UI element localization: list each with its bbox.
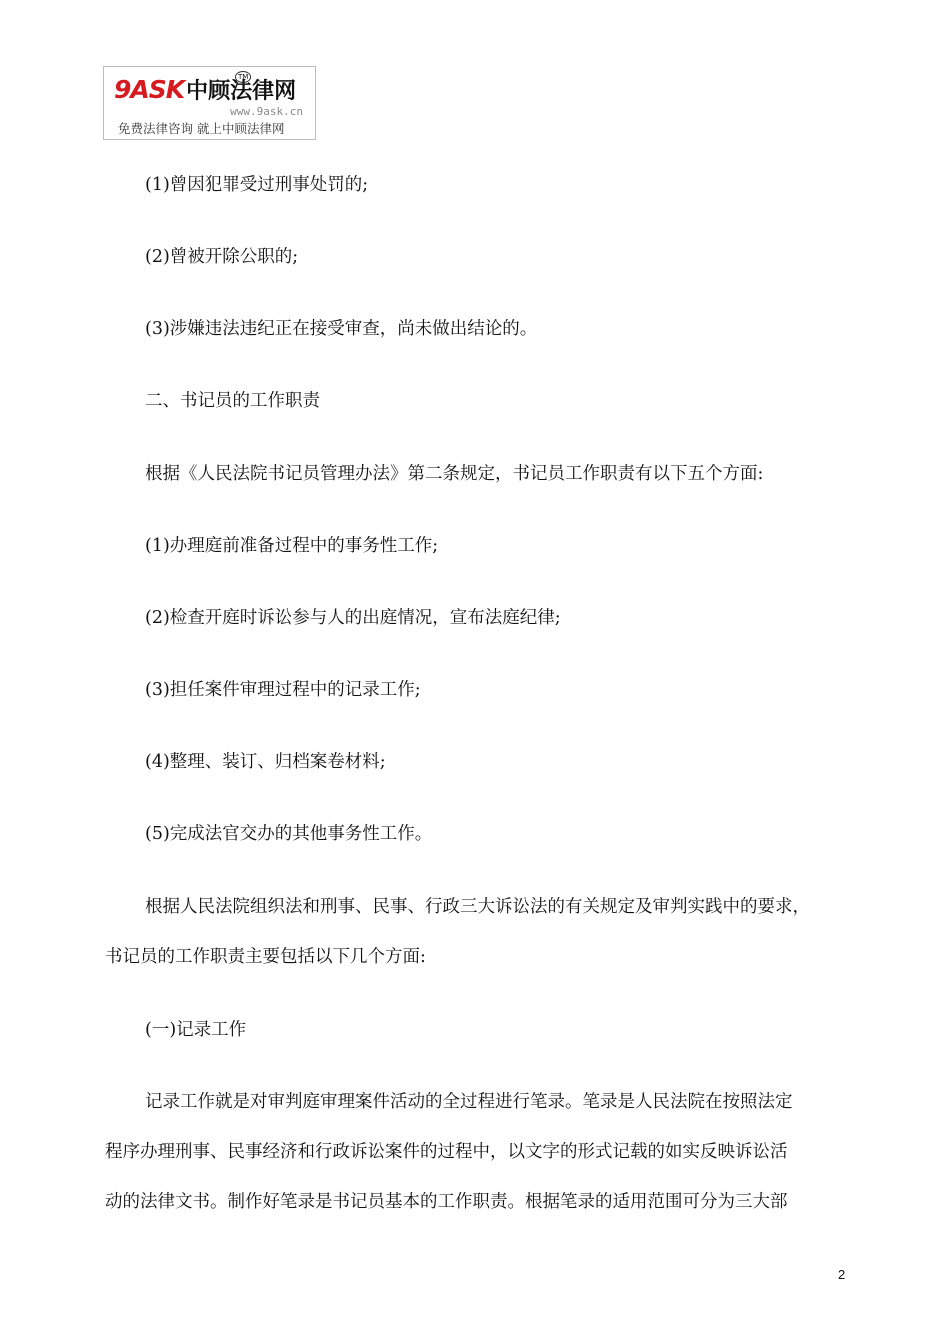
logo-slogan: 免费法律咨询 就上中顾法律网 <box>118 121 285 136</box>
list-item: (1)办理庭前准备过程中的事务性工作; <box>145 536 439 556</box>
paragraph-line: 程序办理刑事、民事经济和行政诉讼案件的过程中，以文字的形式记载的如实反映诉讼活 <box>105 1142 788 1162</box>
section-title: 二、书记员的工作职责 <box>145 391 320 411</box>
list-item: (3)担任案件审理过程中的记录工作; <box>145 680 421 700</box>
paragraph: 根据《人民法院书记员管理办法》第二条规定，书记员工作职责有以下五个方面: <box>145 464 764 484</box>
paragraph-line: 根据人民法院组织法和刑事、民事、行政三大诉讼法的有关规定及审判实践中的要求， <box>145 897 810 917</box>
paragraph-line: 书记员的工作职责主要包括以下几个方面: <box>105 947 426 967</box>
logo-url: www.9ask.cn <box>230 105 303 118</box>
list-item: (1)曾因犯罪受过刑事处罚的; <box>145 175 369 195</box>
logo-brand: 9ASK <box>114 75 185 104</box>
paragraph-line: 记录工作就是对审判庭审理案件活动的全过程进行笔录。笔录是人民法院在按照法定 <box>145 1092 793 1112</box>
paragraph-line: 动的法律文书。制作好笔录是书记员基本的工作职责。根据笔录的适用范围可分为三大部 <box>105 1192 788 1212</box>
list-item: (3)涉嫌违法违纪正在接受审查，尚未做出结论的。 <box>145 319 538 339</box>
list-item: (2)曾被开除公职的; <box>145 247 299 267</box>
subsection-title: (一)记录工作 <box>145 1020 247 1040</box>
logo-name: 中顾法律网 <box>186 79 297 104</box>
page-number: 2 <box>838 1267 846 1282</box>
logo-wordmark <box>114 75 296 107</box>
trademark-icon: TM <box>235 71 251 83</box>
list-item: (5)完成法官交办的其他事务性工作。 <box>145 824 433 844</box>
list-item: (2)检查开庭时诉讼参与人的出庭情况，宣布法庭纪律; <box>145 608 561 628</box>
list-item: (4)整理、装订、归档案卷材料; <box>145 752 386 772</box>
site-logo <box>103 66 316 140</box>
